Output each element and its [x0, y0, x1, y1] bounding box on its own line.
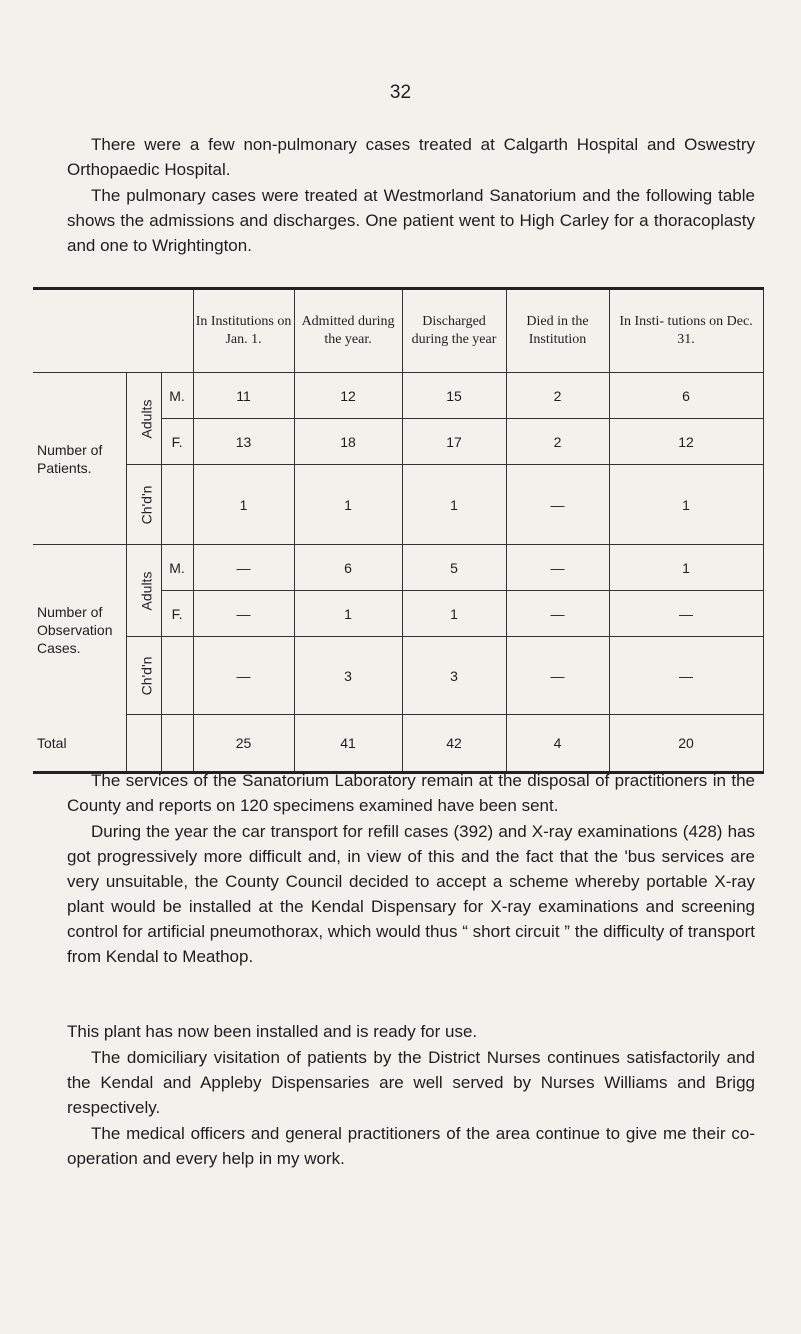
header-blank	[33, 289, 193, 373]
table-cell: 18	[294, 419, 402, 465]
table-cell: —	[506, 591, 609, 637]
page-number: 32	[389, 82, 412, 103]
group-label-patients: Number of Patients.	[33, 373, 126, 545]
table-cell	[161, 715, 193, 773]
unit-blank	[161, 637, 193, 715]
paragraph-domiciliary: The domiciliary visitation of patients by the District Nurses continues satisfactorily and the Kendal and Appleby Dispensaries are well served by Nurses Williams and Brigg respectively.	[67, 1048, 755, 1117]
table-cell	[126, 715, 161, 773]
sub-label-children: Ch'd'n	[126, 465, 161, 545]
table-row	[33, 637, 763, 715]
table-cell: 3	[402, 637, 506, 715]
sub-label-adults: Adults	[126, 373, 161, 465]
table-cell: —	[193, 591, 294, 637]
paragraph-cooperation: The medical officers and general practitioners of the area continue to give me their co-operation and every help in my work.	[67, 1124, 755, 1168]
table-row	[33, 545, 763, 591]
admissions-table	[33, 287, 764, 774]
header-discharged: Discharged during the year	[402, 289, 506, 373]
table-cell: 41	[294, 715, 402, 773]
table-cell: —	[609, 637, 763, 715]
paragraph-laboratory: The services of the Sanatorium Laboratory remain at the disposal of practitioners in the County and reports on 120 specimens examined have been sent.	[67, 771, 755, 815]
table-cell: 2	[506, 419, 609, 465]
paragraph-xray-transport: During the year the car transport for refill cases (392) and X-ray examinations (428) has got progressively more difficult and, in view of this and the fact that the 'bus services are very unsuitable, the County Council decided to accept a scheme whereby portable X-ray plant would be installed at the Kendal Dispensary for X-ray examinations and screening control for artificial pneumothorax, which would thus “ short circuit ” the difficulty of transport from Kendal to Meathop.	[67, 822, 755, 966]
table-cell: 3	[294, 637, 402, 715]
table-cell: 12	[609, 419, 763, 465]
table-cell: 6	[294, 545, 402, 591]
table-cell: 1	[294, 465, 402, 545]
unit-blank	[161, 465, 193, 545]
table-row-total	[33, 715, 763, 773]
table-row	[33, 373, 763, 419]
table-cell: 1	[609, 465, 763, 545]
table-cell: 1	[294, 591, 402, 637]
table-cell: 20	[609, 715, 763, 773]
header-in-institutions-dec: In Insti- tutions on Dec. 31.	[609, 289, 763, 373]
table-cell: —	[193, 545, 294, 591]
table-cell: 6	[609, 373, 763, 419]
table-cell: —	[609, 591, 763, 637]
table-cell: —	[506, 465, 609, 545]
table-cell: 2	[506, 373, 609, 419]
table-cell: 42	[402, 715, 506, 773]
header-admitted: Admitted during the year.	[294, 289, 402, 373]
table-cell: 4	[506, 715, 609, 773]
unit-male: M.	[161, 373, 193, 419]
header-in-institutions-jan: In Institutions on Jan. 1.	[193, 289, 294, 373]
table-cell: 12	[294, 373, 402, 419]
table-row	[33, 465, 763, 545]
paragraph-non-pulmonary: There were a few non-pulmonary cases treated at Calgarth Hospital and Oswestry Orthopaedic Hospital.	[67, 135, 755, 179]
table-cell: 1	[402, 591, 506, 637]
table-cell: —	[193, 637, 294, 715]
header-died: Died in the Institution	[506, 289, 609, 373]
table-cell: 11	[193, 373, 294, 419]
unit-male: M.	[161, 545, 193, 591]
table-cell: —	[506, 637, 609, 715]
sub-label-children: Ch'd'n	[126, 637, 161, 715]
sub-label-adults: Adults	[126, 545, 161, 637]
paragraph-plant-installed: This plant has now been installed and is ready for use.	[67, 1022, 478, 1041]
paragraph-pulmonary: The pulmonary cases were treated at Westmorland Sanatorium and the following table shows the admissions and discharges. One patient went to High Carley for a thoracoplasty and one to Wrightington.	[67, 186, 755, 255]
table-cell: —	[506, 545, 609, 591]
table-cell: 13	[193, 419, 294, 465]
unit-female: F.	[161, 419, 193, 465]
table-cell: 1	[609, 545, 763, 591]
table-cell: 1	[402, 465, 506, 545]
table-cell: 15	[402, 373, 506, 419]
group-label-observation: Number of Observation Cases.	[33, 545, 126, 715]
table-cell: 17	[402, 419, 506, 465]
table-cell: 25	[193, 715, 294, 773]
group-label-total: Total	[33, 715, 126, 773]
table-cell: 1	[193, 465, 294, 545]
table-cell: 5	[402, 545, 506, 591]
unit-female: F.	[161, 591, 193, 637]
